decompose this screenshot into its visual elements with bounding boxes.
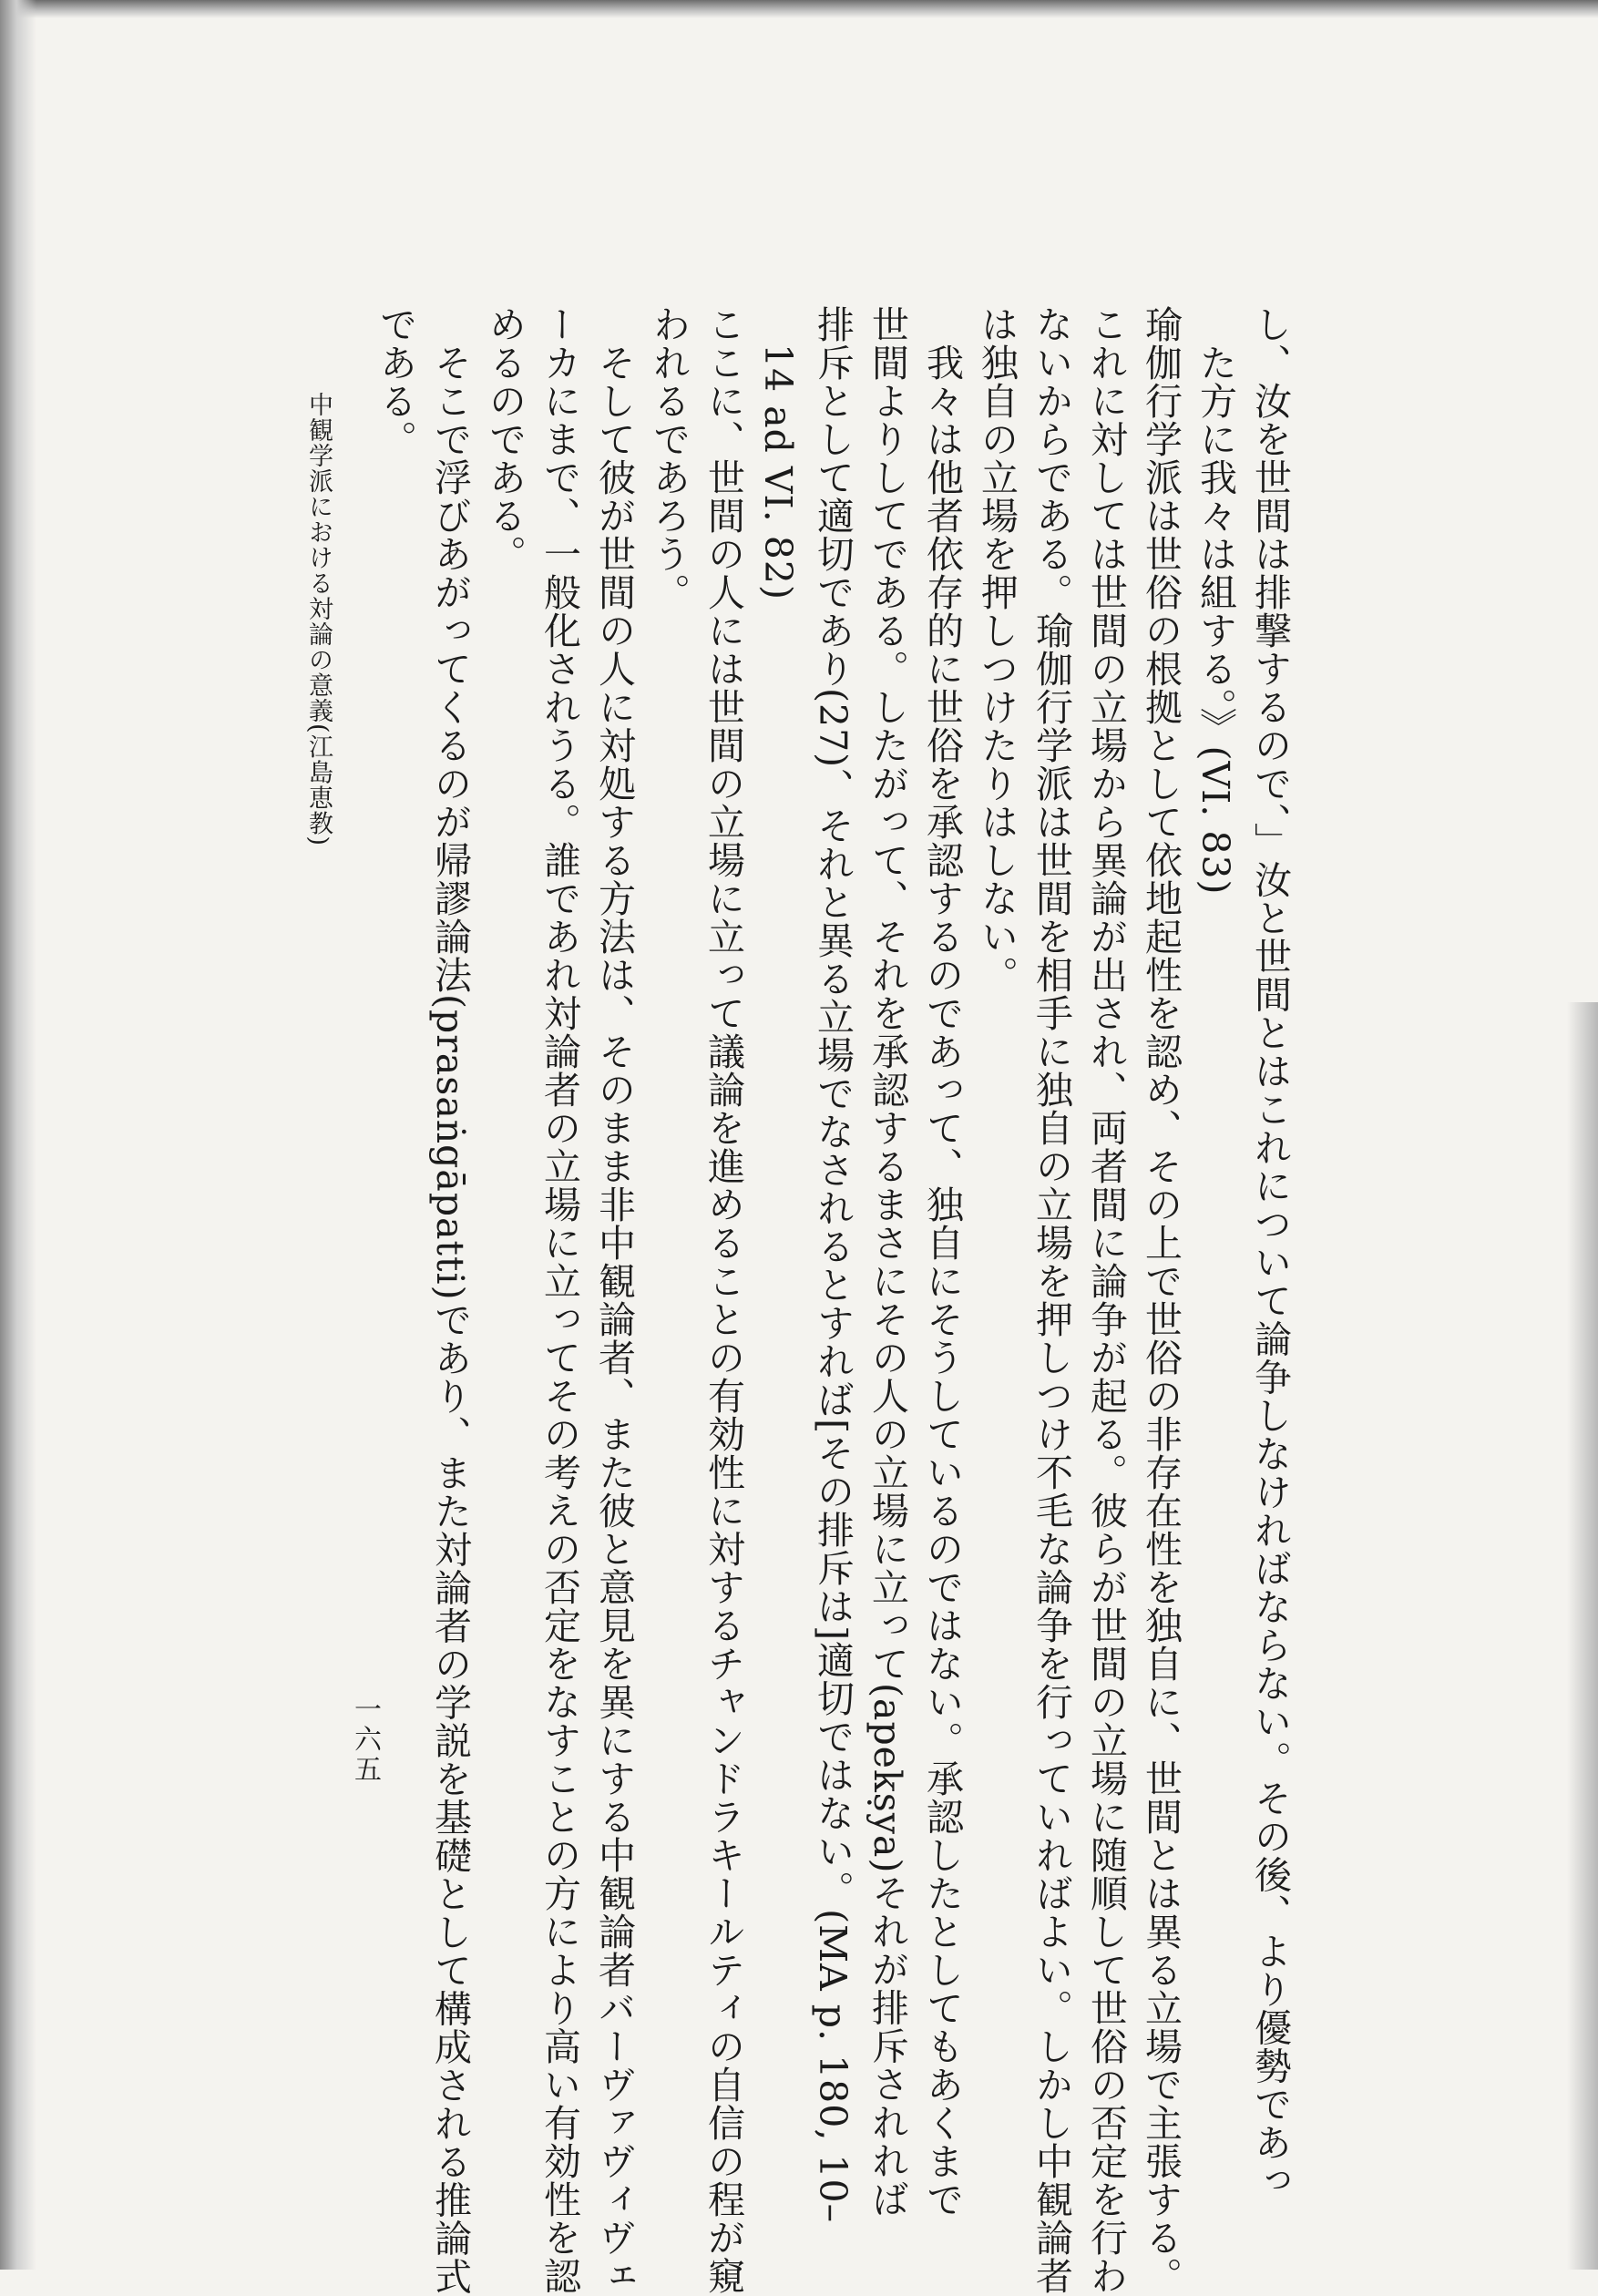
body-text bbox=[368, 305, 1297, 2296]
text-line: そこで浮びあがってくるのが帰謬論法(prasaṅgāpatti)であり、また対論者の学説を基礎として構成される推論式 bbox=[428, 343, 472, 2296]
text-line: そして彼が世間の人に対処する方法は、そのまま非中観論者、また彼と意見を異にする中観論者バーヴァヴィヴェ bbox=[592, 343, 636, 2295]
scan-shadow-right bbox=[1567, 1002, 1598, 2270]
text-line: し、汝を世間は排撃するので、」汝と世間とはこれについて論争しなければならない。その後、より優勢であっ bbox=[1248, 305, 1292, 2200]
text-line: ないからである。瑜伽行学派は世間を相手に独自の立場を押しつけ不毛な論争を行っていればよい。しかし中観論者 bbox=[1029, 305, 1073, 2295]
scan-shadow-top bbox=[0, 0, 1598, 18]
text-line: である。 bbox=[374, 305, 417, 458]
text-line: た方に我々は組する。》(VI. 83) bbox=[1193, 343, 1237, 896]
text-line: 瑜伽行学派は世俗の根拠として依地起性を認め、その上で世俗の非存在性を独自に、世間とは異る立場で主張する。 bbox=[1139, 305, 1183, 2295]
text-line: これに対しては世間の立場から異論が出され、両者間に論争が起る。彼らが世間の立場に随順して世俗の否定を行わ bbox=[1084, 305, 1128, 2295]
text-line: 我々は他者依存的に世俗を承認するのであって、独自にそうしているのではない。承認したとしてもあくまで bbox=[920, 343, 964, 2219]
running-head: 中観学派における対論の意義(江島恵教) bbox=[304, 392, 333, 847]
text-line: は独自の立場を押しつけたりはしない。 bbox=[975, 305, 1019, 994]
text-line: めるのである。 bbox=[483, 305, 527, 573]
page-number: 一六五 bbox=[349, 1695, 381, 1785]
text-line: われるであろう。 bbox=[647, 305, 691, 611]
text-line: ここに、世間の人には世間の立場に立って議論を進めることの有効性に対するチャンドラキールティの自信の程が窺 bbox=[702, 305, 745, 2295]
text-line: 排斥として適切であり(27)、それと異る立場でなされるとすれば[その排斥は]適切ではない。(MA p. 180, 10– bbox=[811, 305, 855, 2224]
text-line: 世間よりしてである。したがって、それを承認するまさにその人の立場に立って(apekṣya)それが排斥されれば bbox=[866, 305, 909, 2219]
text-line: ーカにまで、一般化されうる。誰であれ対論者の立場に立ってその考えの否定をなすことの方により高い有効性を認 bbox=[538, 305, 581, 2295]
text-line: 14 ad VI. 82) bbox=[756, 343, 800, 600]
scan-shadow-left bbox=[0, 0, 36, 2270]
